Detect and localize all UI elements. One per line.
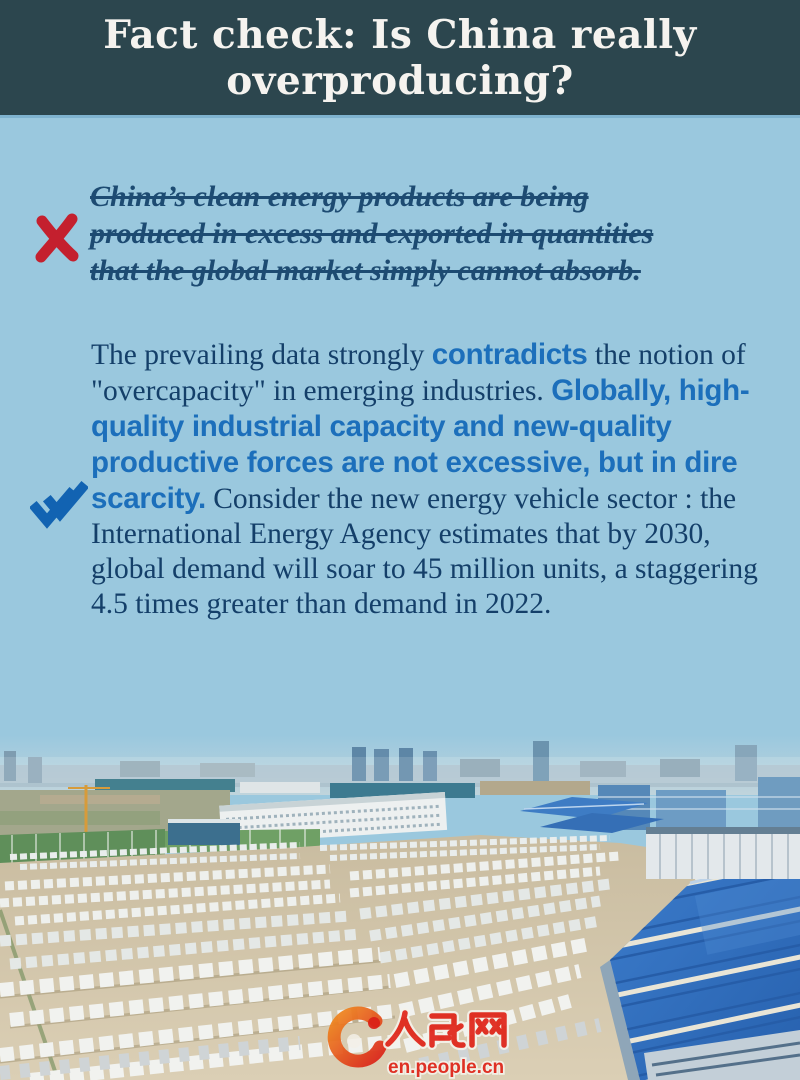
body-text: the notion of "overcapacity" in emerging industries. [91, 339, 746, 407]
body-text: Consider the new energy vehicle sector : the International Energy Agency estimates that by 2030, global demand will soar to 45 million units, a staggering 4.5 times greater than demand in 2022. [91, 483, 758, 620]
emphasized-text: Globally, high-quality industrial capacity and new-quality productive forces are not excessive, but in dire scarcity. [91, 374, 750, 515]
claim-line: that the global market simply cannot absorb. [90, 254, 641, 287]
page-title-line1: Fact check: Is China really [103, 11, 697, 58]
poster-header [0, 0, 800, 118]
claim-line: China’s clean energy products are being [90, 180, 589, 213]
false-claim-text [90, 178, 762, 289]
factory-aerial-photo [0, 735, 800, 1080]
fact-paragraph [91, 337, 767, 622]
body-text: The prevailing data strongly [91, 339, 432, 371]
x-mark-icon [34, 212, 80, 264]
claim-line: produced in excess and exported in quantities [90, 217, 654, 250]
double-check-icon [30, 476, 88, 534]
page-title-line2: overproducing? [226, 57, 574, 104]
logo-site-text: en.people.cn [388, 1057, 505, 1078]
emphasized-text: contradicts [431, 338, 588, 371]
